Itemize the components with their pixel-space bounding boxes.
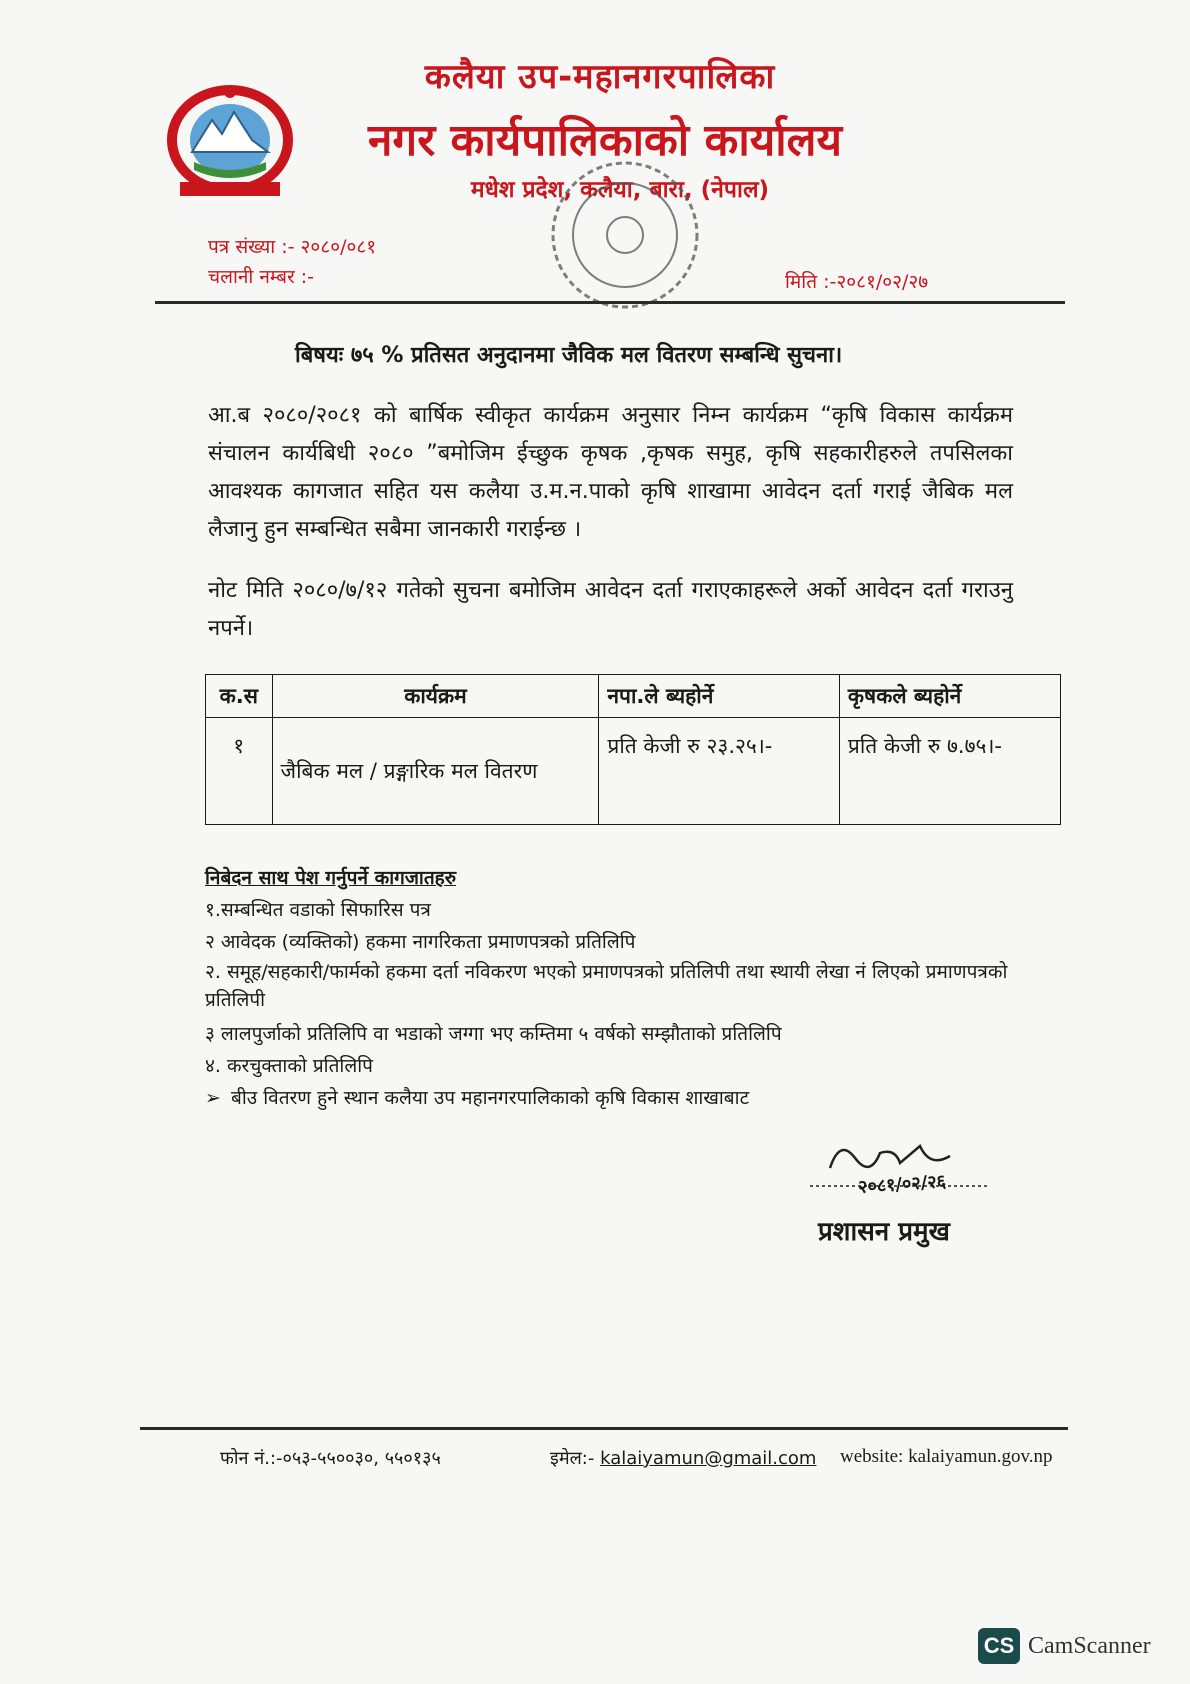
note-paragraph: नोट मिति २०८०/७/१२ गतेको सुचना बमोजिम आवेदन दर्ता गराएकाहरूले अर्को आवेदन दर्ता गराउनु नपर्ने।	[208, 578, 1013, 641]
distribution-location: बीउ वितरण हुने स्थान कलैया उप महानगरपालिकाको कृषि विकास शाखाबाट	[231, 1087, 750, 1109]
office-name: नगर कार्यपालिकाको कार्यालय	[368, 115, 842, 166]
camscanner-text: CamScanner	[1028, 1632, 1151, 1659]
table-row	[206, 718, 1061, 825]
required-documents	[205, 862, 1035, 1114]
email-link[interactable]: kalaiyamun@gmail.com	[600, 1448, 817, 1469]
footer-email	[550, 1446, 816, 1470]
footer-website: website: kalaiyamun.gov.np	[840, 1446, 1053, 1467]
subject-line: बिषयः ७५ % प्रतिसत अनुदानमा जैविक मल वितरण सम्बन्धि सुचना।	[295, 343, 843, 368]
header-farmer-share: कृषकले ब्यहोर्ने	[839, 675, 1060, 718]
office-stamp-icon	[540, 150, 710, 320]
cell-program: जैबिक मल / प्रङ्गारिक मल वितरण	[272, 718, 599, 825]
signatory-title: प्रशासन प्रमुख	[818, 1217, 950, 1247]
email-label: इमेल:-	[550, 1448, 595, 1469]
subsidy-table	[205, 674, 1061, 825]
cell-municipality-share: प्रति केजी रु २३.२५।-	[599, 718, 840, 825]
list-item: १.सम्बन्धित वडाको सिफारिस पत्र	[205, 899, 431, 921]
cell-farmer-share: प्रति केजी रु ७.७५।-	[839, 718, 1060, 825]
arrow-list-item	[205, 1082, 1035, 1114]
office-address: मधेश प्रदेश, कलैया, बारा, (नेपाल)	[470, 177, 770, 203]
header-serial: क.स	[206, 675, 273, 718]
cell-serial: १	[206, 718, 273, 825]
camscanner-logo-icon: CS	[978, 1628, 1020, 1664]
list-item: ४. करचुक्ताको प्रतिलिपि	[205, 1055, 373, 1077]
footer-divider	[140, 1427, 1068, 1430]
dispatch-number: चलानी नम्बर :-	[208, 266, 315, 288]
header-program: कार्यक्रम	[272, 675, 599, 718]
footer-phone: फोन नं.:-०५३-५५००३०, ५५०१३५	[220, 1448, 441, 1469]
signature-date: २०८१/०२/२६	[857, 1170, 947, 1199]
list-item: ३ लालपुर्जाको प्रतिलिपि वा भडाको जग्गा भए कम्तिमा ५ वर्षको सम्झौताको प्रतिलिपि	[205, 1023, 782, 1045]
documents-title: निबेदन साथ पेश गर्नुपर्ने कागजातहरु	[205, 867, 457, 889]
body-paragraph-1: आ.ब २०८०/२०८१ को बार्षिक स्वीकृत कार्यक्रम अनुसार निम्न कार्यक्रम “कृषि विकास कार्यक्रम संचालन कार्यबिधी २०८० ”बमोजिम ईच्छुक कृषक ,कृषक समुह, कृषि सहकारीहरुले तपसिलका आवश्यक कागजात सहित यस कलैया उ.म.न.पाको कृषि शाखामा आवेदन दर्ता गराई जैबिक मल लैजानु हुन सम्बन्धित सबैमा जानकारी गराईन्छ ।	[208, 403, 1013, 542]
municipality-name: कलैया उप-महानगरपालिका	[424, 57, 776, 97]
table-header-row	[206, 675, 1061, 718]
letter-date: मिति :-२०८१/०२/२७	[785, 271, 929, 293]
header-divider	[155, 301, 1065, 304]
arrow-right-icon: ➢	[205, 1087, 221, 1109]
letter-number: पत्र संख्या :- २०८०/०८१	[208, 236, 377, 258]
list-item: २ आवेदक (व्यक्तिको) हकमा नागरिकता प्रमाणपत्रको प्रतिलिपि	[205, 931, 636, 953]
list-item: २. समूह/सहकारी/फार्मको हकमा दर्ता नविकरण भएको प्रमाणपत्रको प्रतिलिपी तथा स्थायी लेखा नं लिएको प्रमाणपत्रको प्रतिलिपी	[205, 961, 1008, 1011]
header-municipality-share: नपा.ले ब्यहोर्ने	[599, 675, 840, 718]
camscanner-watermark	[978, 1628, 1151, 1664]
reference-block	[208, 232, 376, 292]
